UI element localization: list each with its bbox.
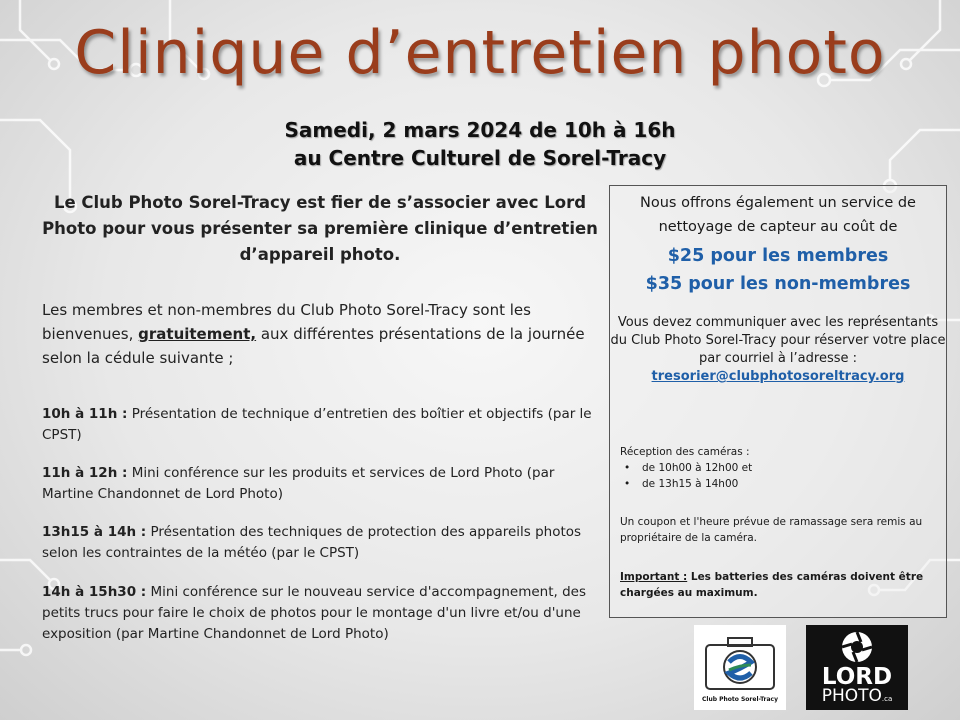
sensor-cleaning-box (609, 185, 947, 618)
schedule-item (42, 582, 607, 645)
welcome-text: Les membres et non-membres du Club Photo Sorel-Tracy sont les bienvenues, (42, 301, 531, 343)
aperture-icon (806, 627, 908, 667)
offer-text: Nous offrons également un service de nettoyage de capteur au coût de (640, 195, 916, 235)
reception-section (620, 444, 940, 492)
contact-email-link[interactable]: tresorier@clubphotosoreltracy.org (651, 369, 905, 384)
page-title: Clinique d’entretien photo (74, 18, 886, 88)
photo-word: PHOTO (821, 686, 882, 706)
schedule-desc: Mini conférence sur le nouveau service d'accompagnement, des petits trucs pour faire le choix de photos pour le montage d'un livre et/ou d'une exposition (par Martine Chandonnet de Lord Photo) (42, 584, 587, 642)
club-photo-logo (694, 625, 786, 710)
reception-time: • de 13h15 à 14h00 (634, 476, 940, 492)
schedule-item (42, 522, 607, 564)
price-members: $25 pour les membres (667, 246, 889, 266)
schedule-time: 13h15 à 14h : (42, 524, 147, 540)
schedule-desc: Présentation de technique d’entretien des boîtier et objectifs (par le CPST) (42, 406, 592, 443)
lord-wordmark: LORD (821, 664, 893, 690)
intro-paragraph: Le Club Photo Sorel-Tracy est fier de s’associer avec Lord Photo pour vous présenter sa première clinique d’entretien d’appareil photo. (42, 193, 598, 264)
reception-list (620, 460, 940, 492)
schedule-item (42, 463, 607, 505)
schedule-desc: Présentation des techniques de protection des appareils photos selon les contraintes de la météo (par le CPST) (42, 524, 582, 561)
coupon-note: Un coupon et l'heure prévue de ramassage sera remis au propriétaire de la caméra. (620, 516, 923, 544)
schedule-time: 10h à 11h : (42, 406, 128, 422)
important-label: Important : (620, 571, 688, 583)
contact-text (610, 314, 946, 386)
domain-suffix: .ca (881, 695, 893, 703)
schedule-desc: Mini conférence sur les produits et services de Lord Photo (par Martine Chandonnet de Lord Photo) (42, 465, 555, 502)
schedule-item (42, 404, 607, 446)
important-text: Les batteries des caméras doivent être chargées au maximum. (620, 571, 924, 599)
lord-photo-logo (806, 625, 908, 710)
contact-instructions: Vous devez communiquer avec les représentants du Club Photo Sorel-Tracy pour réserver votre place par courriel à l’adresse : (610, 315, 946, 366)
price-nonmembers: $35 pour les non-membres (645, 274, 911, 294)
photo-wordmark (806, 687, 908, 708)
reception-title: Réception des caméras : (620, 446, 750, 458)
free-emphasis: gratuitement, (138, 325, 257, 343)
welcome-paragraph (42, 298, 607, 370)
schedule-time: 14h à 15h30 : (42, 584, 147, 600)
club-logo-text: Club Photo Sorel-Tracy (701, 696, 779, 703)
reception-time: • de 10h00 à 12h00 et (634, 460, 940, 476)
schedule-time: 11h à 12h : (42, 465, 128, 481)
important-note (620, 569, 940, 601)
event-date: Samedi, 2 mars 2024 de 10h à 16h (284, 118, 676, 142)
event-location: au Centre Culturel de Sorel-Tracy (293, 146, 667, 170)
welcome-text-end: aux différentes présentations de la journée selon la cédule suivante ; (42, 325, 585, 367)
